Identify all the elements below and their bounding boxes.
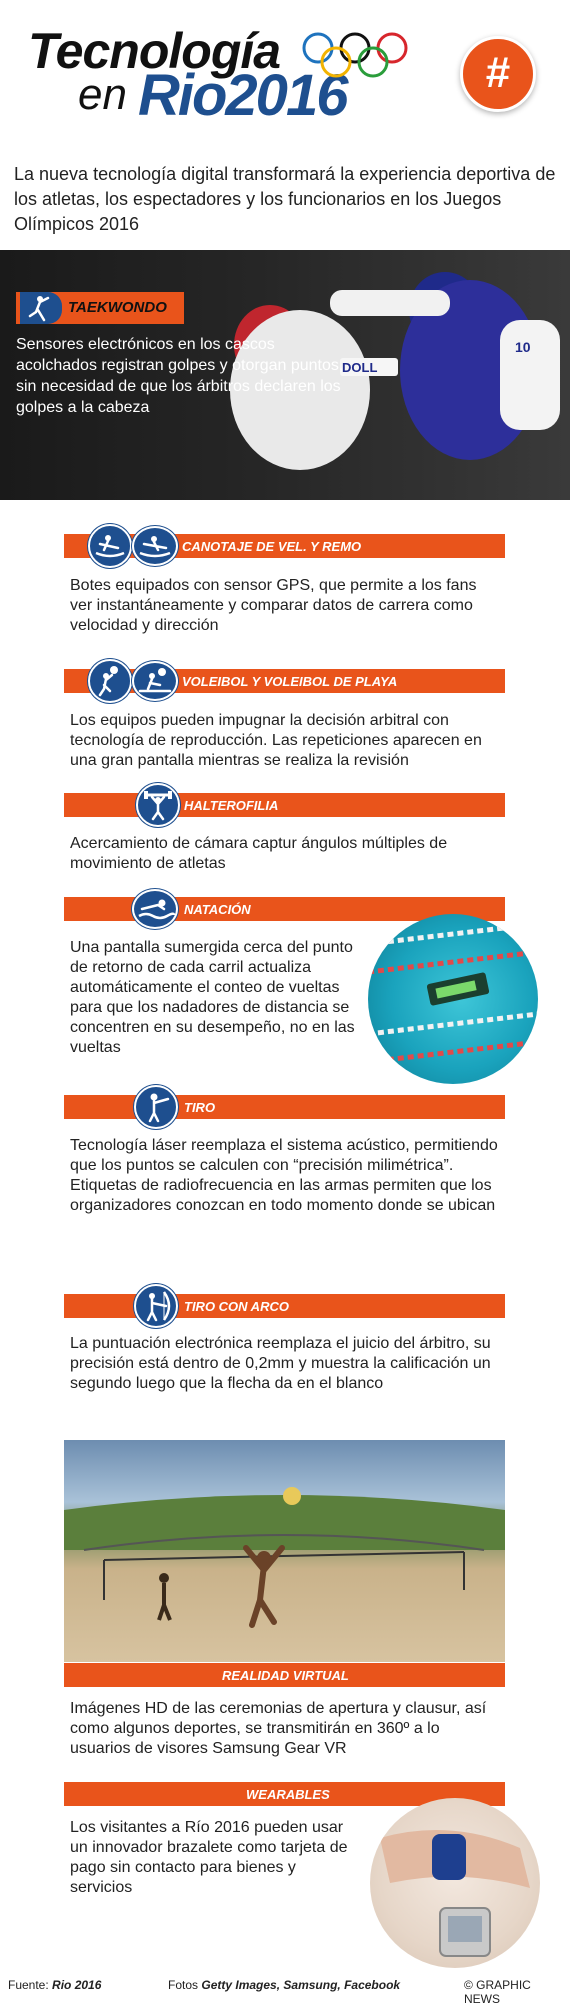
canoe-icon	[88, 524, 132, 568]
tiro-text: Tecnología láser reemplaza el sistema acústico, permitiendo que los puntos se calculen con “precisión milimétrica”. Etiquetas de radiofrecuencia en las armas permiten que los organizadores conozcan en todo momento donde se ubican	[70, 1137, 498, 1214]
voleibol-title: VOLEIBOL Y VOLEIBOL DE PLAYA	[182, 674, 398, 689]
halterofilia-title: HALTEROFILIA	[184, 798, 279, 813]
source-value: Rio 2016	[52, 1978, 102, 1992]
photos-value: Getty Images, Samsung, Facebook	[201, 1978, 401, 1992]
natacion-text: Una pantalla sumergida cerca del punto de retorno de cada carril actualiza automáticamente el conteo de vueltas para que los nadadores de distancia se concentren en su desempeño, no en las vueltas	[70, 939, 355, 1056]
vr-title: REALIDAD VIRTUAL	[222, 1668, 349, 1683]
canotaje-text: Botes equipados con sensor GPS, que permite a los fans ver instantáneamente y comparar datos de carrera como velocidad y dirección	[70, 577, 477, 634]
title-line1: Tecnología	[28, 23, 281, 79]
vr-text: Imágenes HD de las ceremonias de apertura y clausur, así como algunos deportes, se transmitirán en 360º a lo usuarios de visores Samsung Gear VR	[70, 1700, 487, 1757]
footer-credit: © GRAPHIC NEWS	[464, 1978, 531, 2006]
wristband-photo	[370, 1798, 540, 1968]
hashtag-badge: #	[460, 36, 536, 112]
taekwondo-title: TAEKWONDO	[68, 299, 167, 316]
halterofilia-bar	[64, 793, 505, 817]
shooting-icon	[134, 1085, 178, 1129]
pool-touchpad-photo	[368, 914, 538, 1084]
title-rio2016: Rio2016	[138, 63, 347, 128]
swimming-icon	[132, 889, 178, 929]
title-line2: en	[78, 70, 127, 119]
tiro-bar	[64, 1095, 505, 1119]
archery-icon	[134, 1284, 178, 1328]
vr-beach-volleyball-photo	[64, 1440, 505, 1662]
taekwondo-text: Sensores electrónicos en los cascos acolchados registran golpes y otorgan puntos, sin necesidad de que los árbitros declaren los golpes a la cabeza	[16, 336, 344, 416]
weightlifting-icon	[136, 783, 180, 827]
source-label: Fuente:	[8, 1978, 49, 1992]
olympic-rings-icon	[300, 30, 410, 80]
footer-source	[8, 1978, 101, 1992]
natacion-title: NATACIÓN	[184, 902, 251, 917]
wearables-text: Los visitantes a Río 2016 pueden usar un innovador brazalete como tarjeta de pago sin contacto para bienes y servicios	[70, 1819, 348, 1896]
rowing-icon	[132, 526, 178, 566]
intro-text: La nueva tecnología digital transformará la experiencia deportiva de los atletas, los espectadores y los funcionarios en los Juegos Olímpicos 2016	[14, 164, 556, 234]
photo-number: 10	[515, 339, 531, 355]
wearables-title: WEARABLES	[246, 1787, 330, 1802]
halterofilia-text: Acercamiento de cámara captur ángulos múltiples de movimiento de atletas	[70, 835, 448, 872]
voleibol-text: Los equipos pueden impugnar la decisión arbitral con tecnología de reproducción. Las repeticiones aparecen en una gran pantalla mientras se realiza la revisión	[70, 712, 482, 769]
beach-volleyball-icon	[132, 661, 178, 701]
tiro-title: TIRO	[184, 1100, 216, 1115]
taekwondo-icon	[20, 292, 62, 324]
tiro-con-arco-text: La puntuación electrónica reemplaza el juicio del árbitro, su precisión está dentro de 0,2mm y muestra la calificación un segundo luego que la flecha da en el blanco	[70, 1335, 491, 1392]
canotaje-title: CANOTAJE DE VEL. Y REMO	[182, 539, 362, 554]
volleyball-icon	[88, 659, 132, 703]
photo-label: DOLL	[342, 360, 378, 375]
tiro-con-arco-title: TIRO CON ARCO	[184, 1299, 289, 1314]
footer-photos	[168, 1978, 400, 1992]
photos-label: Fotos	[168, 1978, 199, 1992]
